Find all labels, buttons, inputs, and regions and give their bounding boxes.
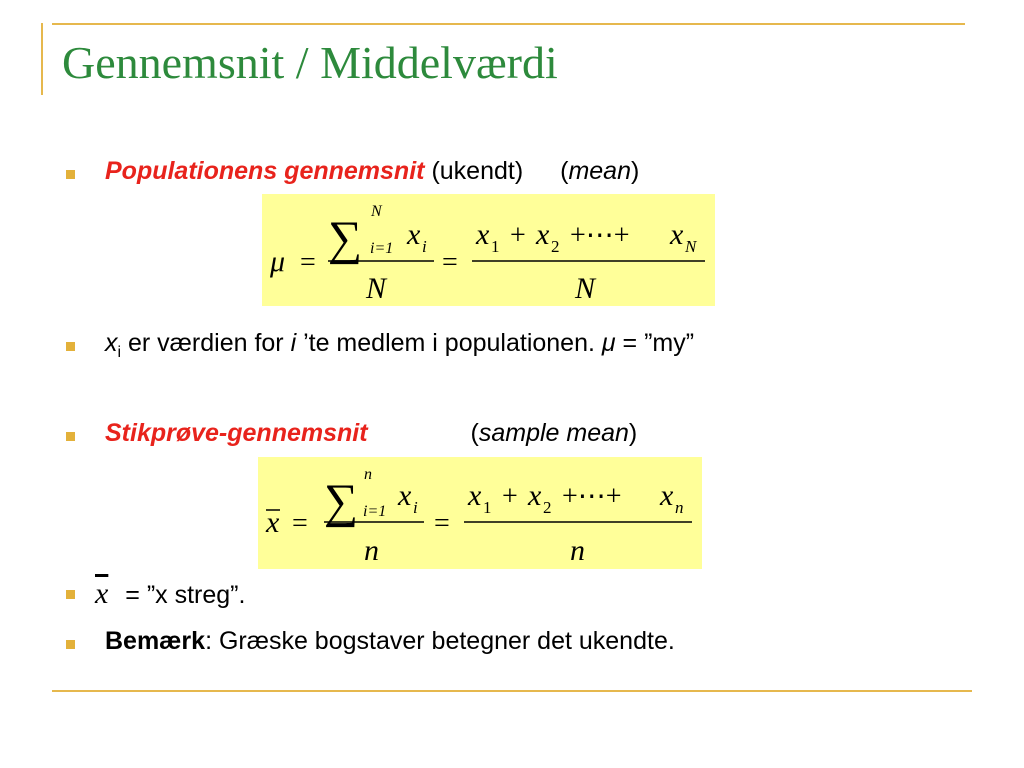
xbar-inline: $\overline{x}$ <box>95 577 109 610</box>
plus-sign: + <box>510 220 526 251</box>
sum-sign: ∑ <box>324 475 359 528</box>
sub-n: N <box>685 237 697 256</box>
formula-population-mean-svg <box>262 194 715 306</box>
alt-word-mean: mean <box>568 157 631 185</box>
denominator-n-2: n <box>570 534 585 567</box>
term-x1: x <box>468 479 482 512</box>
decoration-bottom-rule <box>52 690 972 692</box>
sub-2: 2 <box>551 237 560 256</box>
equals-sign: = <box>300 247 316 278</box>
alt-word-sample-mean: sample mean <box>478 419 629 447</box>
bullet-marker <box>66 640 75 649</box>
mu-inline: μ <box>601 329 616 357</box>
term-x2: x <box>528 479 542 512</box>
bullet-sample-mean <box>105 421 637 446</box>
equals-sign-2: = <box>442 247 458 278</box>
sub-1: 1 <box>491 237 500 256</box>
term-x1: x <box>476 218 490 251</box>
formula-sample-mean-svg <box>258 457 702 569</box>
mu-symbol: μ <box>270 245 286 278</box>
term-population-mean: Populationens gennemsnit <box>105 157 425 185</box>
equals-sign-2: = <box>434 508 450 539</box>
equals-sign: = <box>292 508 308 539</box>
summand-subscript: i <box>413 498 418 517</box>
var-i: i <box>290 329 297 357</box>
xbar-symbol: x <box>266 506 280 539</box>
bullet-population-mean <box>105 159 639 184</box>
denominator-n: n <box>364 534 379 567</box>
text-part-1: er værdien for <box>121 329 291 357</box>
bullet-note <box>105 629 675 654</box>
sub-2: 2 <box>543 498 552 517</box>
alt-open: ( <box>560 157 569 185</box>
formula-population-mean <box>262 194 715 306</box>
plus-dots-plus: +⋯+ <box>570 220 630 251</box>
text-part-2: ’te medlem i populationen. <box>296 329 602 357</box>
plus-dots-plus: +⋯+ <box>562 481 622 512</box>
paren-unknown: (ukendt) <box>431 157 524 185</box>
bullet-marker <box>66 432 75 441</box>
term-x2: x <box>536 218 550 251</box>
sub-1: 1 <box>483 498 492 517</box>
note-label: Bemærk <box>105 627 206 655</box>
formula-sample-mean <box>258 457 702 569</box>
alt-close: ) <box>630 157 640 185</box>
bullet-marker <box>66 342 75 351</box>
decoration-left-rule <box>41 23 43 95</box>
alt-close: ) <box>628 419 638 447</box>
alt-open: ( <box>470 419 479 447</box>
summand-x: x <box>407 218 421 251</box>
bullet-marker <box>66 170 75 179</box>
term-xn: x <box>670 218 684 251</box>
bullet-marker <box>66 590 75 599</box>
term-sample-mean: Stikprøve-gennemsnit <box>105 419 368 447</box>
bullet-xbar-meaning <box>95 579 245 609</box>
denominator-n-2: N <box>575 272 596 305</box>
term-xn: x <box>660 479 674 512</box>
sum-lower-limit: i=1 <box>370 240 394 257</box>
summand-subscript: i <box>422 237 427 256</box>
var-x: x <box>105 329 118 357</box>
var-subscript: i <box>117 344 122 361</box>
decoration-top-rule <box>52 23 965 25</box>
denominator-n: N <box>366 272 387 305</box>
plus-sign: + <box>502 481 518 512</box>
sum-sign: ∑ <box>328 212 363 265</box>
xbar-text: = ”x streg”. <box>118 581 246 609</box>
sum-upper-limit: N <box>371 203 382 220</box>
sum-upper-limit: n <box>364 466 372 483</box>
slide-title: Gennemsnit / Middelværdi <box>62 37 558 88</box>
sum-lower-limit: i=1 <box>363 503 387 520</box>
bullet-xi-definition <box>105 331 694 361</box>
sub-n: n <box>675 498 684 517</box>
summand-x: x <box>398 479 412 512</box>
text-part-3: = ”my” <box>615 329 695 357</box>
note-text: : Græske bogstaver betegner det ukendte. <box>205 627 675 655</box>
